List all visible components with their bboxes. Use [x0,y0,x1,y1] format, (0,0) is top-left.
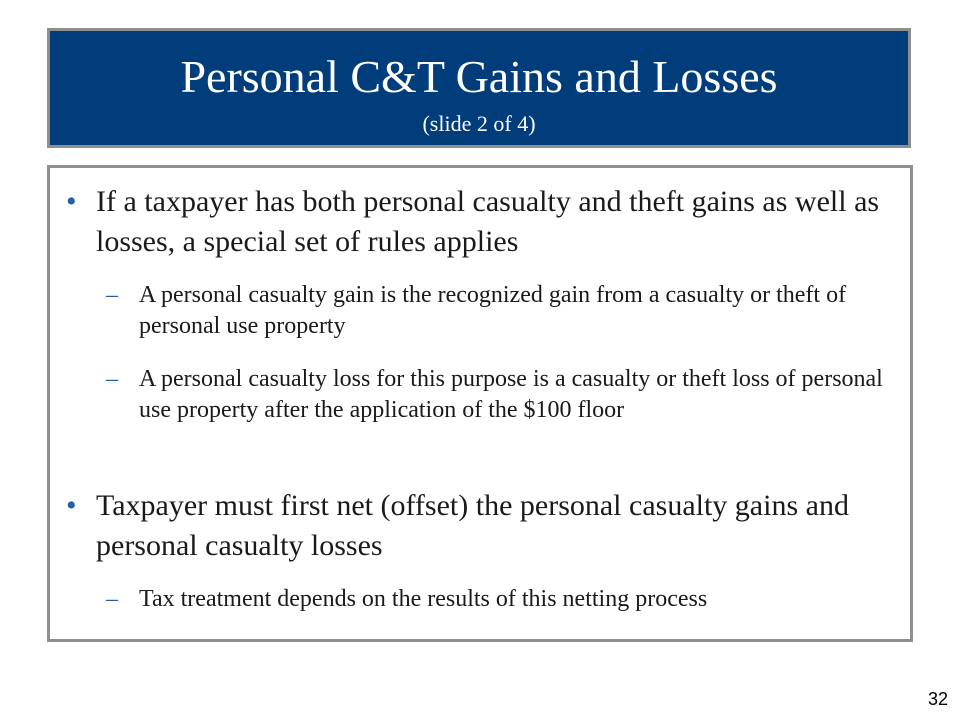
bullet-icon: • [66,185,77,218]
sub-bullet-item [106,584,896,615]
sub-bullet-text: Tax treatment depends on the results of this netting process [139,586,708,612]
dash-icon: – [106,282,118,308]
bullet-icon: • [66,489,77,522]
sub-bullet-text: A personal casualty gain is the recognized gain from a casualty or theft of personal use property [139,282,847,339]
content-panel [47,165,913,642]
dash-icon: – [106,366,118,392]
bullet-text: Taxpayer must first net (offset) the personal casualty gains and personal casualty losses [96,489,849,562]
sub-bullet-text: A personal casualty loss for this purpose is a casualty or theft loss of personal use property after the application of the $100 floor [139,366,883,423]
slide-subtitle: (slide 2 of 4) [422,111,536,136]
dash-icon: – [106,586,118,612]
sub-bullet-item [106,280,896,342]
title-banner [47,28,911,148]
sub-bullet-item [106,364,896,426]
slide-title: Personal C&T Gains and Losses [180,51,778,102]
bullet-item [66,182,906,262]
bullet-item [66,486,906,566]
page-number: 32 [927,689,948,709]
bullet-text: If a taxpayer has both personal casualty and theft gains as well as losses, a special set of rules applies [96,185,880,258]
